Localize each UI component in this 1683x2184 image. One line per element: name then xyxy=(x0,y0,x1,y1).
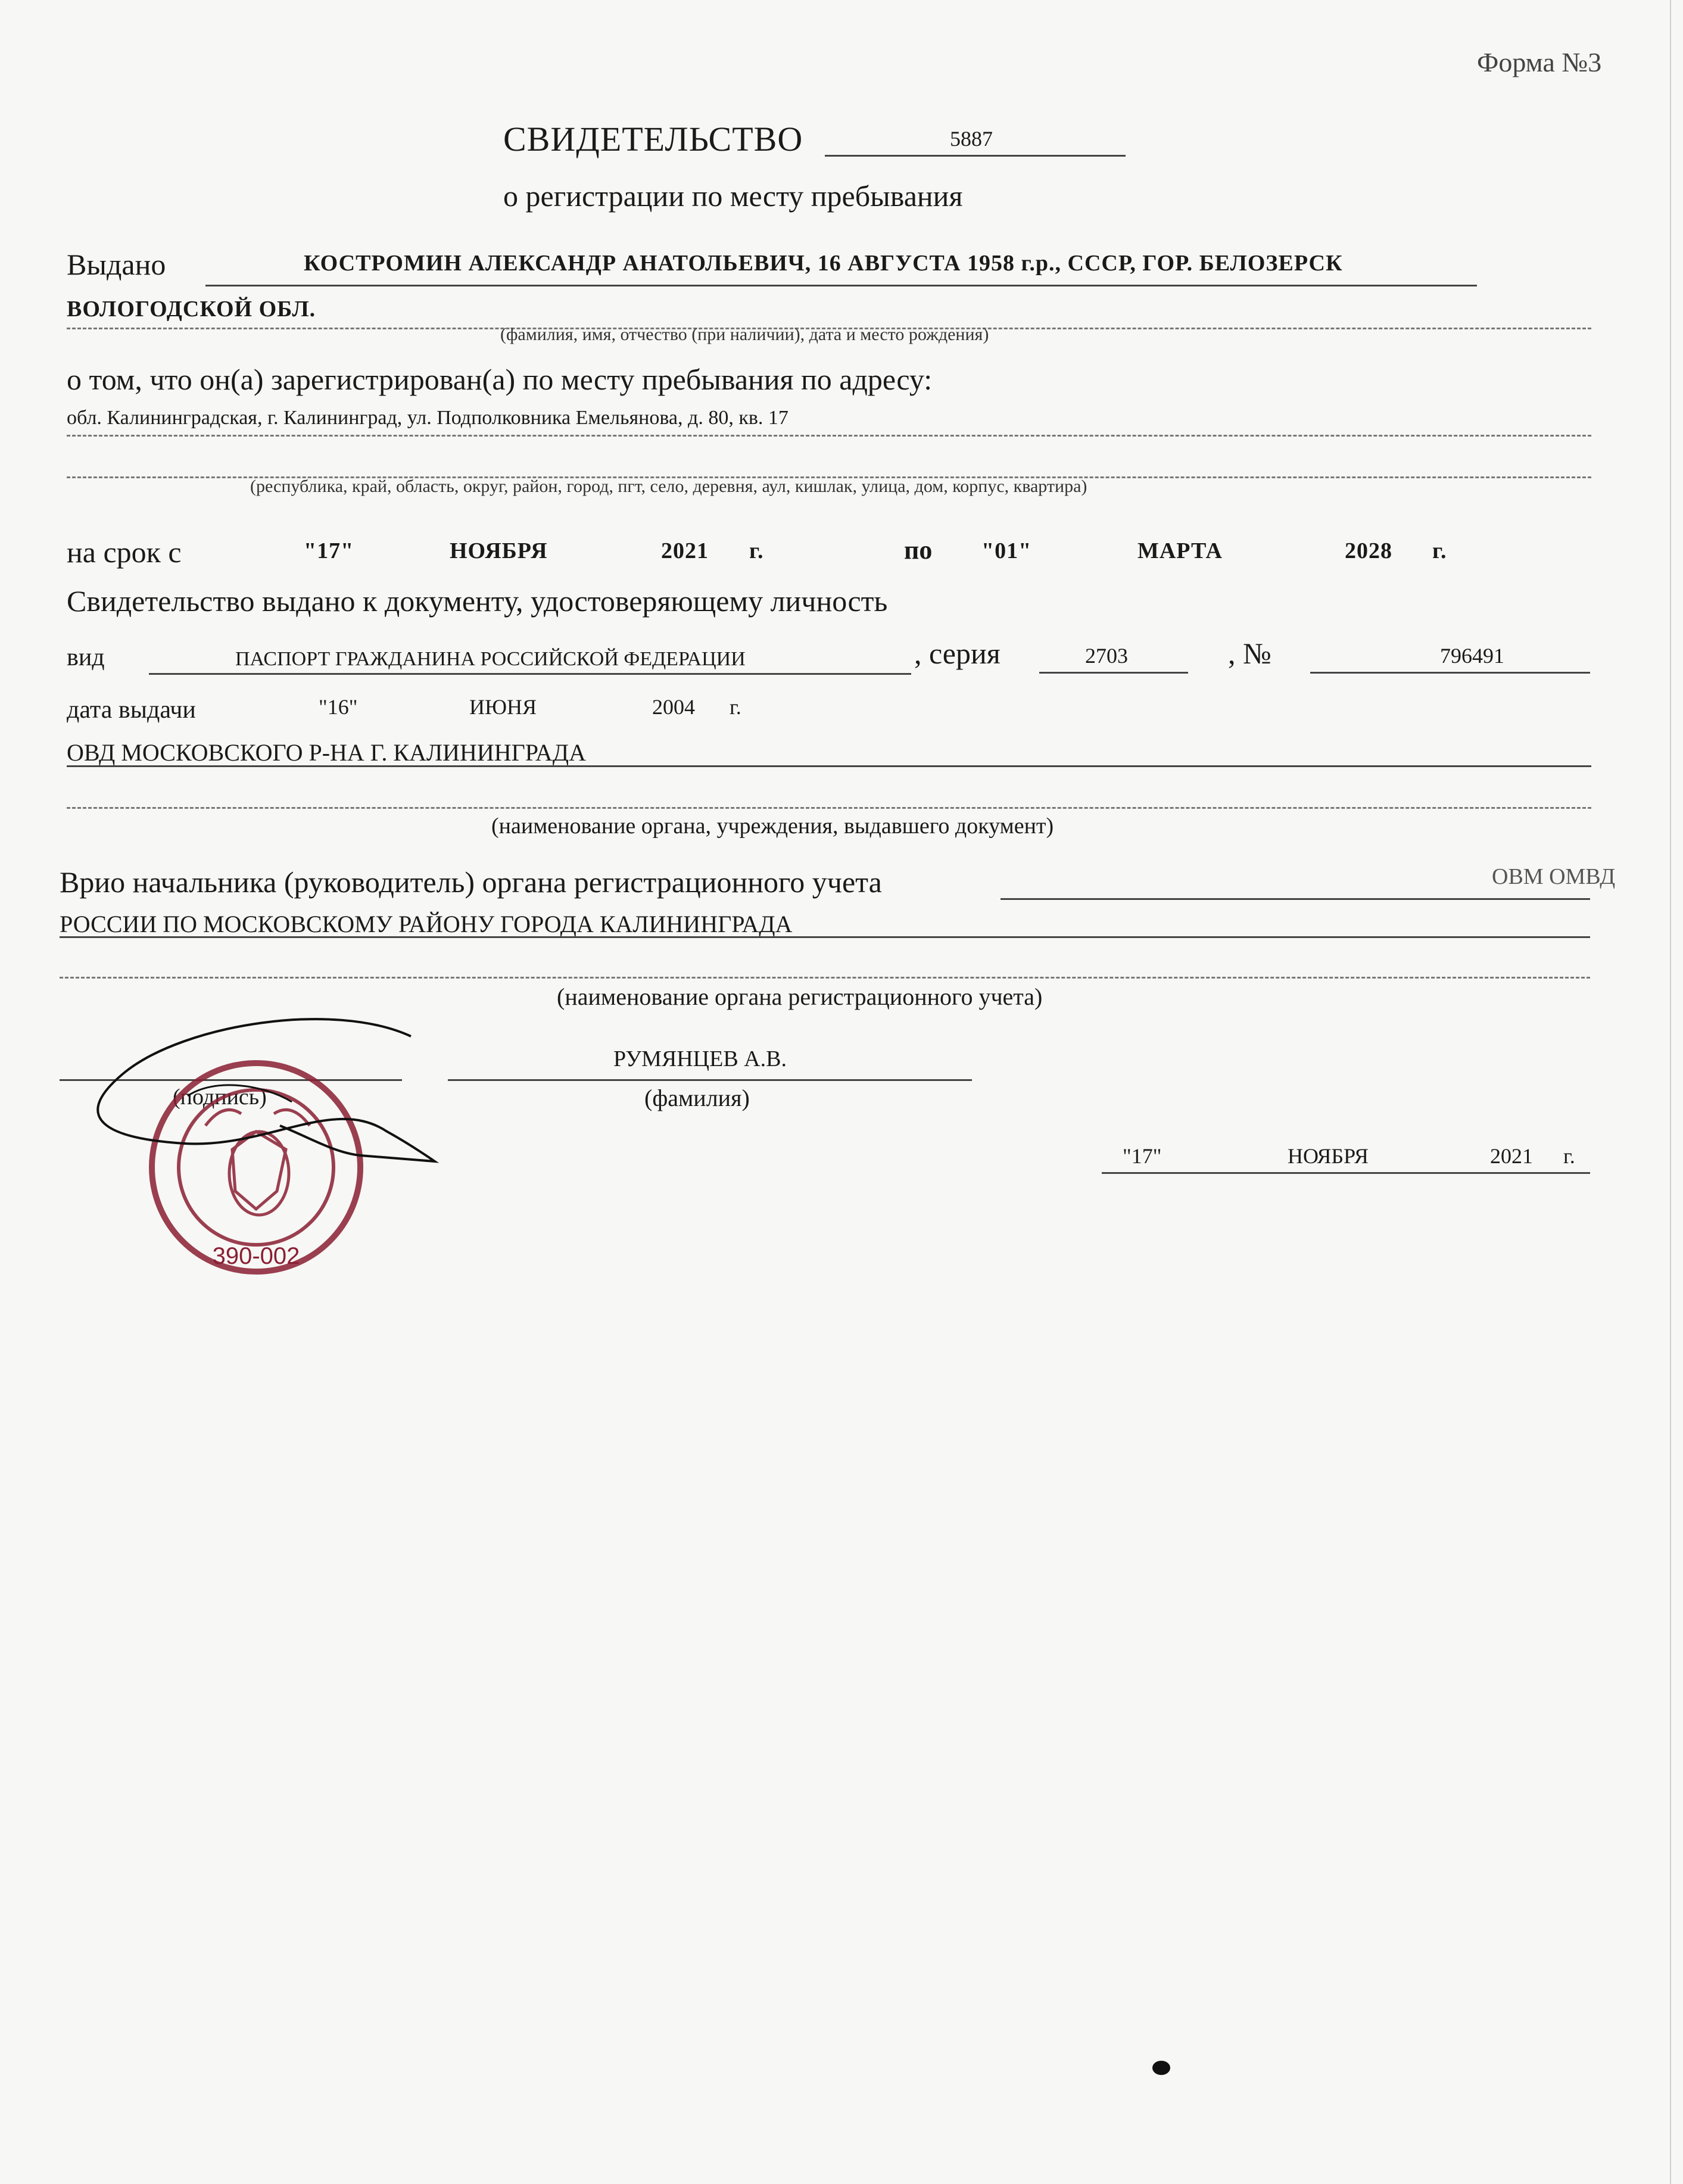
issue-date-line xyxy=(1102,1172,1590,1174)
term-to-year: 2028 xyxy=(1345,538,1392,563)
registrar-line-1 xyxy=(1001,898,1590,900)
issued-to-value-line2: ВОЛОГОДСКОЙ ОБЛ. xyxy=(67,297,316,322)
term-from-year-suffix: г. xyxy=(749,538,764,563)
term-to-label: по xyxy=(904,535,933,565)
term-from-label: на срок с xyxy=(67,535,182,569)
certificate-number: 5887 xyxy=(950,127,993,151)
registrar-hint: (наименование органа регистрационного учета) xyxy=(557,983,1043,1010)
issue-date-label: дата выдачи xyxy=(67,696,196,724)
address-value: обл. Калининградская, г. Калининград, ул. Подполковника Емельянова, д. 80, кв. 17 xyxy=(67,407,788,429)
issue-date-final-suffix: г. xyxy=(1563,1144,1575,1168)
document-title: СВИДЕТЕЛЬСТВО xyxy=(503,120,803,158)
address-hint: (республика, край, область, округ, район, город, пгт, село, деревня, аул, кишлак, улица, дом, корпус, квартира) xyxy=(250,476,1087,496)
issued-to-line-1 xyxy=(205,285,1477,286)
issue-date-year: 2004 xyxy=(652,695,695,719)
surname-line xyxy=(448,1079,972,1081)
address-line-1 xyxy=(67,435,1591,437)
issue-date-year-suffix: г. xyxy=(730,695,741,719)
document-number-line xyxy=(1310,672,1590,674)
issue-date-final-year: 2021 xyxy=(1490,1144,1533,1168)
registrar-line-3 xyxy=(60,977,1590,979)
registrar-value-line2: РОССИИ ПО МОСКОВСКОМУ РАЙОНУ ГОРОДА КАЛИНИНГРАДА xyxy=(60,911,793,937)
term-from-year: 2021 xyxy=(661,538,709,563)
issue-date-final-day: "17" xyxy=(1123,1144,1162,1168)
document-series-value: 2703 xyxy=(1085,644,1128,668)
issued-to-label: Выдано xyxy=(67,248,166,281)
term-to-year-suffix: г. xyxy=(1432,538,1447,563)
page-edge xyxy=(1670,0,1671,2184)
document-issuer-value: ОВД МОСКОВСКОГО Р-НА Г. КАЛИНИНГРАДА xyxy=(67,739,586,766)
document-subtitle: о регистрации по месту пребывания xyxy=(503,179,963,213)
document-issuer-hint: (наименование органа, учреждения, выдавшего документ) xyxy=(491,814,1054,839)
issue-date-month: ИЮНЯ xyxy=(469,695,537,719)
document-type-value: ПАСПОРТ ГРАЖДАНИНА РОССИЙСКОЙ ФЕДЕРАЦИИ xyxy=(235,648,746,670)
issue-date-final-month: НОЯБРЯ xyxy=(1288,1144,1369,1168)
issue-date-day: "16" xyxy=(319,695,358,719)
term-to-day: "01" xyxy=(981,538,1032,563)
surname-hint: (фамилия) xyxy=(644,1085,750,1111)
registrar-line-2 xyxy=(60,936,1590,938)
signature-hint: (подпись) xyxy=(173,1085,267,1110)
ink-blot xyxy=(1152,2061,1170,2075)
document-type-line xyxy=(149,673,911,675)
registrar-label: Врио начальника (руководитель) органа регистрационного учета xyxy=(60,865,882,899)
document-intro: Свидетельство выдано к документу, удостоверяющему личность xyxy=(67,584,888,618)
document-type-label: вид xyxy=(67,644,105,671)
issued-to-hint: (фамилия, имя, отчество (при наличии), дата и место рождения) xyxy=(500,325,989,344)
issued-to-value-line1: КОСТРОМИН АЛЕКСАНДР АНАТОЛЬЕВИЧ, 16 АВГУСТА 1958 г.р., СССР, ГОР. БЕЛОЗЕРСК xyxy=(304,251,1343,276)
official-stamp xyxy=(54,989,459,1298)
term-to-month: МАРТА xyxy=(1137,538,1223,563)
term-from-month: НОЯБРЯ xyxy=(450,538,548,563)
certificate-number-line xyxy=(825,155,1126,157)
document-series-line xyxy=(1039,672,1188,674)
document-series-label: , серия xyxy=(914,637,1001,670)
registrar-value-end: ОВМ ОМВД xyxy=(1492,864,1616,889)
stamp-code: 390-002 xyxy=(212,1243,300,1269)
document-number-value: 796491 xyxy=(1440,644,1504,668)
document-issuer-line-1 xyxy=(67,765,1591,767)
form-number: Форма №3 xyxy=(1477,47,1602,77)
document-issuer-line-2 xyxy=(67,807,1591,809)
term-from-day: "17" xyxy=(304,538,354,563)
surname-value: РУМЯНЦЕВ А.В. xyxy=(613,1046,787,1071)
document-number-label: , № xyxy=(1228,637,1271,670)
address-label: о том, что он(а) зарегистрирован(а) по месту пребывания по адресу: xyxy=(67,363,933,396)
